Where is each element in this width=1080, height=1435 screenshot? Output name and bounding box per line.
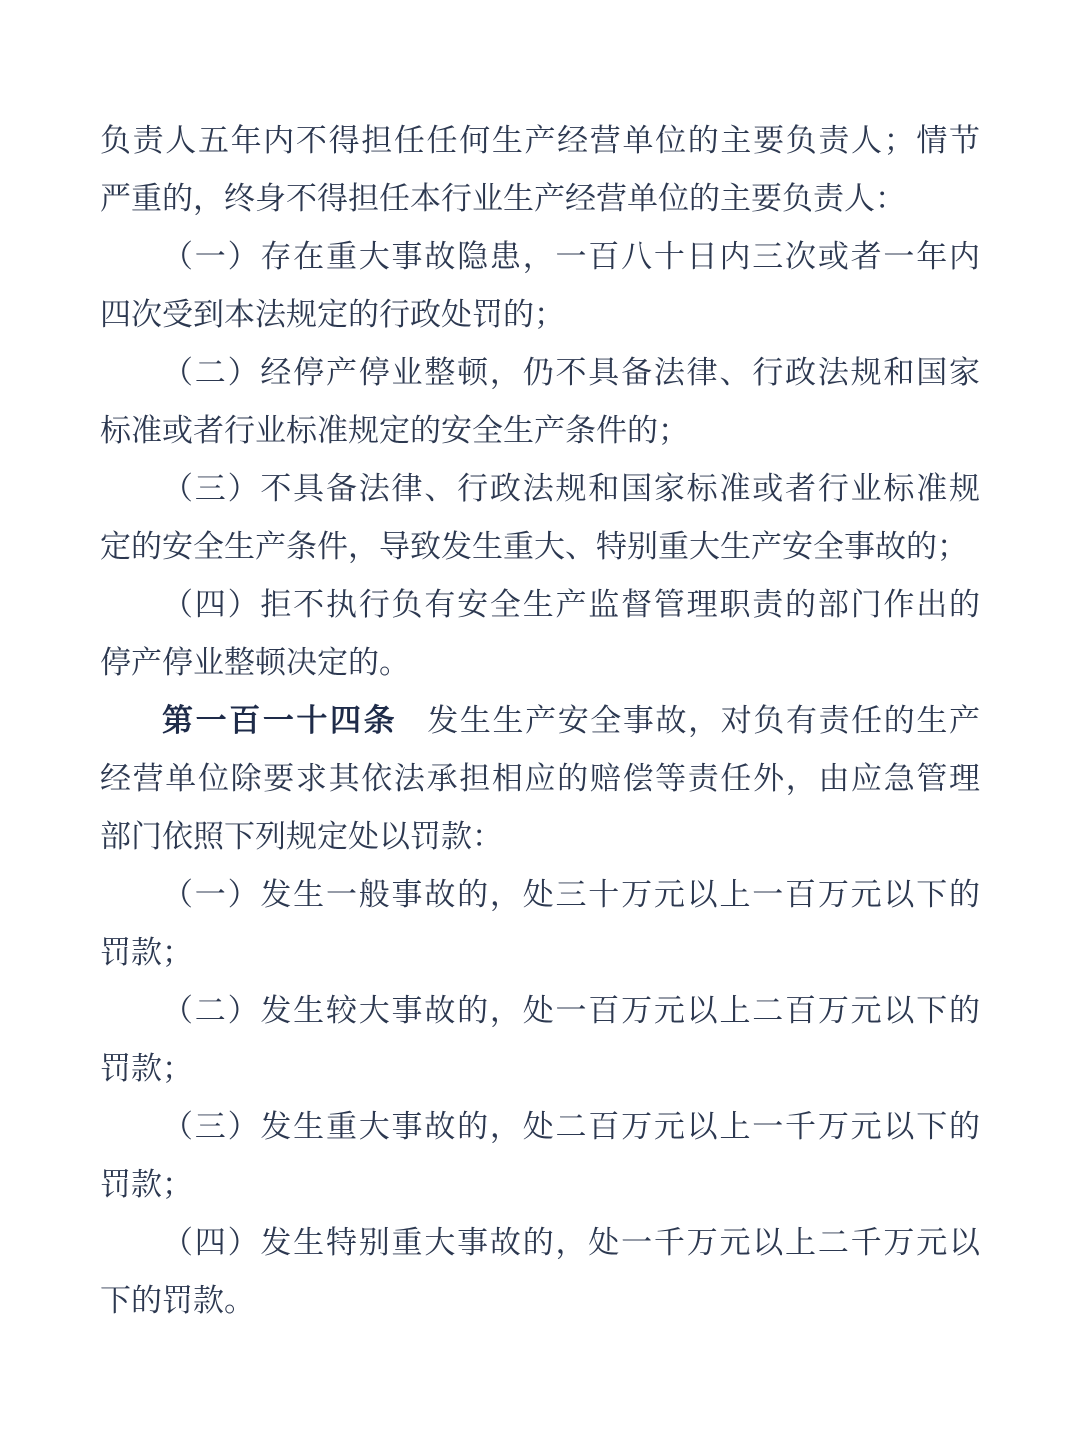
- text-line: 部门依照下列规定处以罚款：: [100, 819, 503, 854]
- text-line: 罚款；: [100, 935, 193, 970]
- text-line: 负责人五年内不得担任任何生产经营单位的主要负责人；情节: [100, 123, 980, 158]
- text-line: （一）发生一般事故的，处三十万元以上一百万元以下的: [162, 877, 980, 912]
- text-line: （二）经停产停业整顿，仍不具备法律、行政法规和国家: [162, 355, 980, 390]
- paragraph-continuation: [100, 112, 980, 228]
- text-line: 标准或者行业标准规定的安全生产条件的；: [100, 413, 689, 448]
- text-line: 停产停业整顿决定的。: [100, 645, 410, 680]
- text-line: （三）不具备法律、行政法规和国家标准或者行业标准规: [162, 471, 980, 506]
- paragraph-item-2: [100, 344, 980, 460]
- article-number: 第一百一十四条: [162, 703, 398, 738]
- text-line: （四）发生特别重大事故的，处一千万元以上二千万元以: [162, 1225, 980, 1260]
- text-line: 严重的，终身不得担任本行业生产经营单位的主要负责人：: [100, 181, 906, 216]
- paragraph-item-1: [100, 228, 980, 344]
- paragraph-fine-item-1: [100, 866, 980, 982]
- text-line: [100, 692, 980, 750]
- text-line: 罚款；: [100, 1167, 193, 1202]
- article-lead-text: 发生生产安全事故，对负有责任的生产: [427, 703, 981, 738]
- paragraph-item-3: [100, 460, 980, 576]
- text-line: 下的罚款。: [100, 1283, 255, 1318]
- text-line: （一）存在重大事故隐患，一百八十日内三次或者一年内: [162, 239, 980, 274]
- text-line: （四）拒不执行负有安全生产监督管理职责的部门作出的: [162, 587, 980, 622]
- paragraph-fine-item-2: [100, 982, 980, 1098]
- text-line: 经营单位除要求其依法承担相应的赔偿等责任外，由应急管理: [100, 761, 980, 796]
- text-line: （二）发生较大事故的，处一百万元以上二百万元以下的: [162, 993, 980, 1028]
- paragraph-article-114: [100, 692, 980, 866]
- text-line: 四次受到本法规定的行政处罚的；: [100, 297, 565, 332]
- paragraph-item-4: [100, 576, 980, 692]
- text-line: （三）发生重大事故的，处二百万元以上一千万元以下的: [162, 1109, 980, 1144]
- paragraph-fine-item-4: [100, 1214, 980, 1330]
- paragraph-fine-item-3: [100, 1098, 980, 1214]
- text-line: 定的安全生产条件，导致发生重大、特别重大生产安全事故的；: [100, 529, 968, 564]
- text-line: 罚款；: [100, 1051, 193, 1086]
